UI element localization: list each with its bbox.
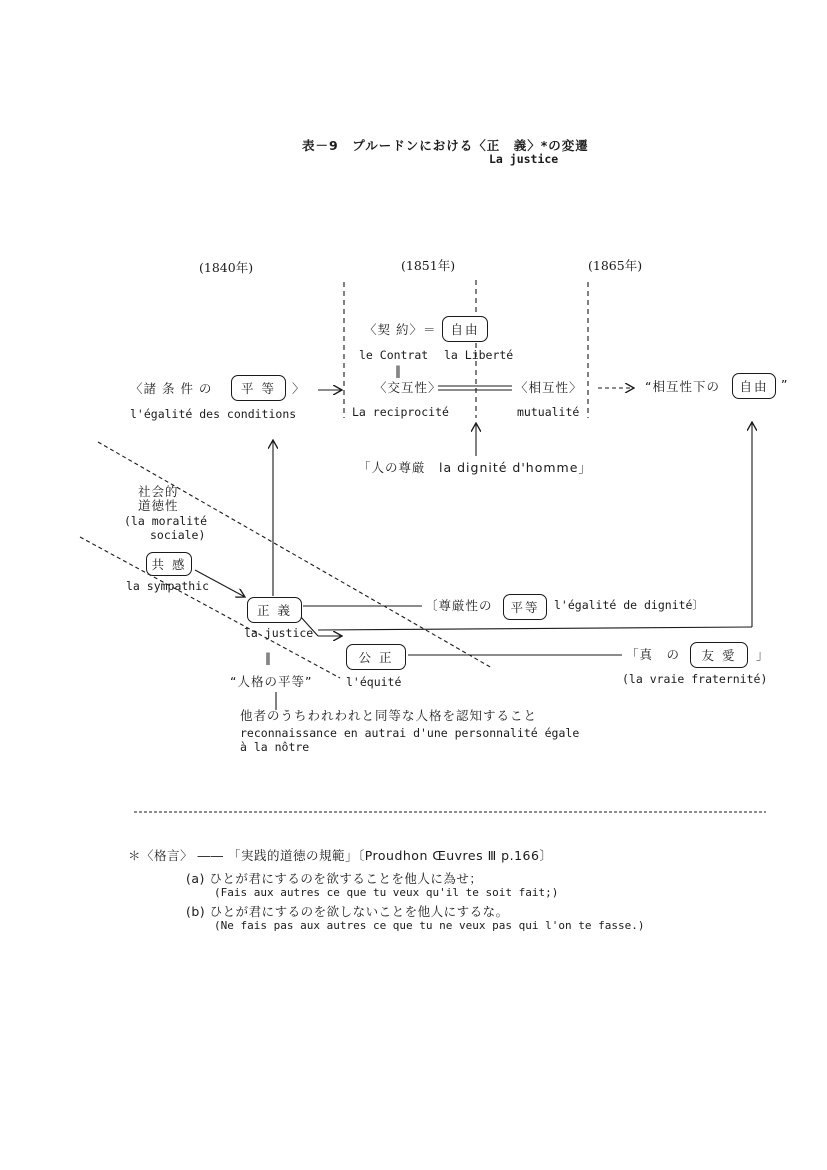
shin-label: 「真 の bbox=[626, 647, 681, 662]
reciprocite-label: La reciprocité bbox=[352, 405, 449, 419]
moralite-label-1: (la moralité bbox=[124, 514, 208, 528]
dignity-byodo-box: 平等 bbox=[503, 594, 547, 620]
seigi-box: 正 義 bbox=[247, 597, 302, 623]
final-close: ” bbox=[781, 377, 789, 392]
justice-label: la justice bbox=[244, 626, 314, 640]
equite-label: l'équité bbox=[346, 675, 402, 689]
dignity-fr-label: l'égalité de dignité〕 bbox=[554, 598, 704, 612]
keiyaku-label: 〈契 約〉＝ bbox=[364, 322, 437, 337]
kosei-box: 公 正 bbox=[346, 644, 406, 670]
tasha-fr-label-2: à la nôtre bbox=[240, 740, 310, 754]
year-1840: (1840年) bbox=[199, 260, 254, 275]
sogosei-label: 〈相互性〉 bbox=[515, 380, 583, 395]
yuai-box: 友 愛 bbox=[690, 642, 748, 668]
footnote-a-jp: (a) ひとが君にするのを欲することを他人に為せ； bbox=[186, 871, 483, 886]
sympathie-label: la sympathic bbox=[126, 579, 210, 593]
kyokan-box: 共 感 bbox=[146, 552, 192, 576]
joken-close: 〉 bbox=[292, 381, 306, 396]
footnote-b-jp: (b) ひとが君にするのを欲しないことを他人にするな。 bbox=[186, 904, 509, 919]
egalite-conditions-label: l'égalité des conditions bbox=[130, 407, 297, 421]
footnote-b-fr: (Ne fais pas aux autres ce que tu ne veux pas qui l'on te fasse.) bbox=[214, 919, 645, 932]
fraternite-label: (la vraie fraternité) bbox=[622, 672, 768, 686]
byodo-box: 平 等 bbox=[231, 375, 286, 401]
equivalence-mark: ‖ bbox=[395, 364, 402, 378]
figure-title: 表－9 プルードンにおける〈正 義〉*の変遷 bbox=[302, 138, 589, 153]
line-seigi-to-final bbox=[318, 627, 752, 630]
footnote-a-fr: (Fais aux autres ce que tu veux qu'il te soit fait;) bbox=[214, 886, 559, 899]
dignite-label: 「人の尊厳 la dignité d'homme」 bbox=[358, 460, 592, 475]
footnote-heading: ＊〈格言〉 ―― 「実践的道徳の規範」〔Proudhon Œuvres Ⅲ p.166〕 bbox=[128, 848, 553, 863]
shin-close: 」 bbox=[756, 647, 770, 662]
joken-label: 〈諸 条 件 の bbox=[130, 381, 213, 396]
jinkaku-label: “人格の平等” bbox=[230, 674, 313, 689]
equivalence-mark-2: ‖ bbox=[265, 651, 272, 665]
liberte-label: la Liberté bbox=[444, 348, 514, 362]
mutualite-label: mutualité bbox=[517, 405, 580, 419]
figure-subtitle: La justice bbox=[489, 152, 559, 166]
contrat-label: le Contrat bbox=[359, 348, 429, 362]
shakaiteki-label: 社会的 bbox=[138, 484, 179, 499]
final-jiyu-box: 自由 bbox=[732, 373, 776, 399]
moralite-label-2: sociale) bbox=[150, 528, 206, 542]
tasha-jp-label: 他者のうちわれわれと同等な人格を認知すること bbox=[240, 708, 538, 723]
dignity-label: 〔尊厳性の bbox=[425, 598, 493, 613]
final-label: “相互性下の bbox=[645, 379, 720, 394]
year-1865: (1865年) bbox=[588, 258, 643, 273]
year-1851: (1851年) bbox=[401, 258, 456, 273]
kogosei-label: 〈交互性〉 bbox=[374, 380, 442, 395]
dotokusei-label: 道徳性 bbox=[138, 498, 179, 513]
jiyu-box: 自由 bbox=[442, 316, 488, 342]
tasha-fr-label-1: reconnaissance en autrai d'une personnalité égale bbox=[240, 726, 580, 740]
